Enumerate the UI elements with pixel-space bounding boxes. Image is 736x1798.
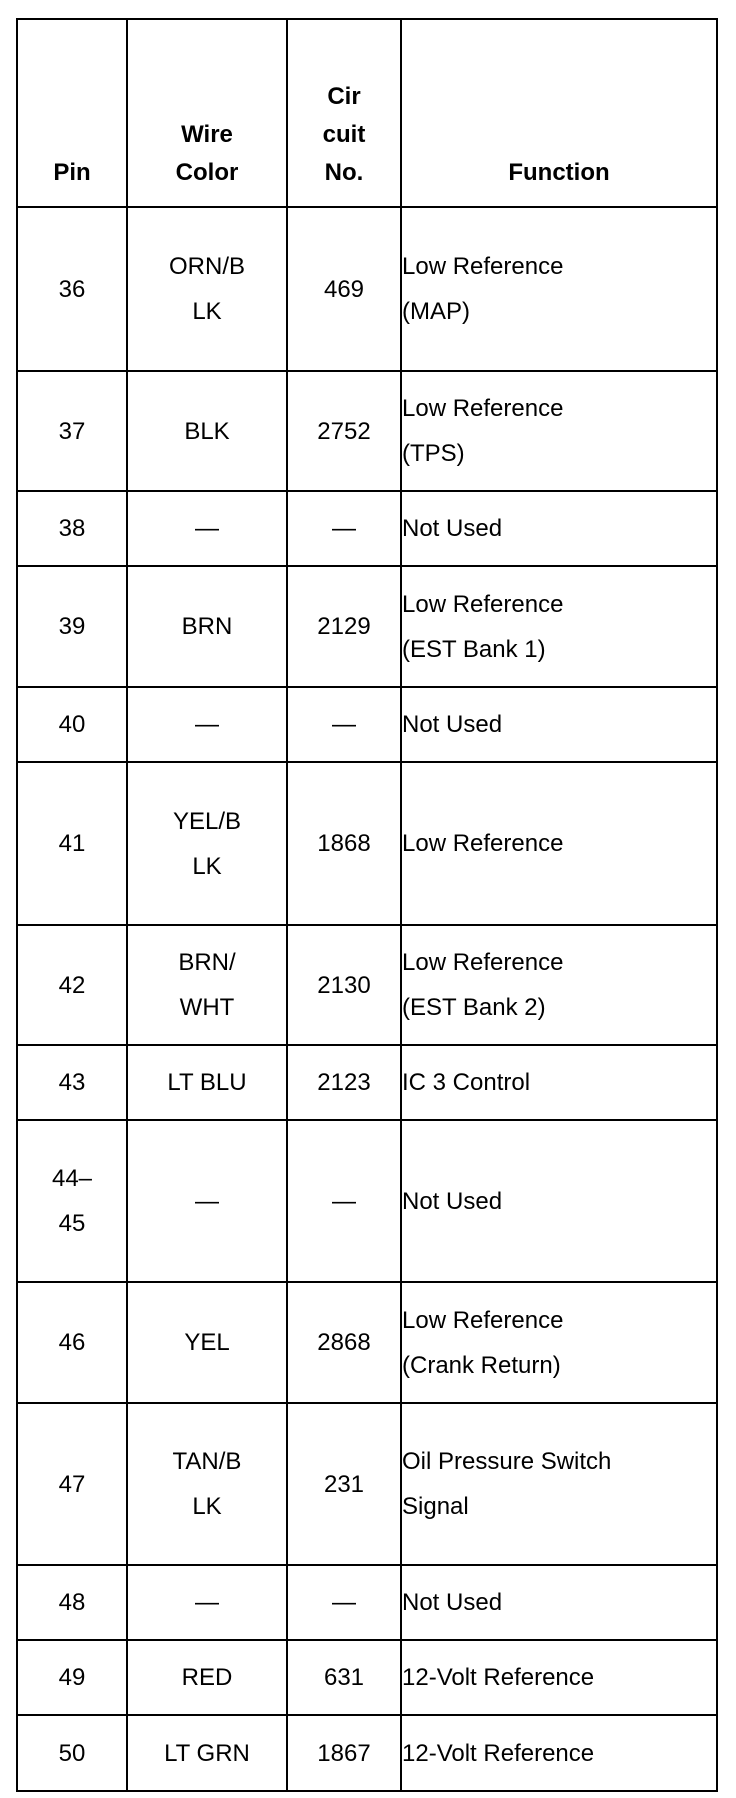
circuit-cell: —: [287, 491, 401, 566]
wire-color-cell: —: [127, 1120, 287, 1282]
table-row: [17, 1403, 717, 1565]
wire-color-cell: YEL/B LK: [127, 762, 287, 925]
function-cell: 12-Volt Reference: [401, 1715, 717, 1791]
pin-header: Pin: [17, 19, 127, 207]
function-cell: Low Reference (EST Bank 1): [401, 566, 717, 687]
function-cell: Oil Pressure Switch Signal: [401, 1403, 717, 1565]
wire-color-cell: YEL: [127, 1282, 287, 1403]
table-row: [17, 1715, 717, 1791]
wire-color-cell: BRN/ WHT: [127, 925, 287, 1045]
circuit-cell: —: [287, 687, 401, 762]
table-row: [17, 207, 717, 371]
wire-color-cell: LT GRN: [127, 1715, 287, 1791]
pin-cell: 50: [17, 1715, 127, 1791]
function-cell: Not Used: [401, 491, 717, 566]
circuit-cell: 1868: [287, 762, 401, 925]
table-row: [17, 925, 717, 1045]
function-cell: 12-Volt Reference: [401, 1640, 717, 1715]
wire-color-cell: ORN/B LK: [127, 207, 287, 371]
table-row: [17, 1282, 717, 1403]
circuit-cell: 231: [287, 1403, 401, 1565]
wire-color-cell: —: [127, 491, 287, 566]
pin-cell: 42: [17, 925, 127, 1045]
table-row: [17, 1120, 717, 1282]
table-row: [17, 1045, 717, 1120]
function-cell: Low Reference (MAP): [401, 207, 717, 371]
circuit-cell: 1867: [287, 1715, 401, 1791]
pin-cell: 36: [17, 207, 127, 371]
circuit-number-header: Cir cuit No.: [287, 19, 401, 207]
wire-color-cell: BLK: [127, 371, 287, 491]
circuit-cell: 2129: [287, 566, 401, 687]
pin-cell: 38: [17, 491, 127, 566]
table-row: [17, 1640, 717, 1715]
function-cell: Not Used: [401, 1565, 717, 1640]
connector-pinout-table: [16, 18, 718, 1792]
circuit-cell: —: [287, 1565, 401, 1640]
pin-cell: 39: [17, 566, 127, 687]
table-row: [17, 491, 717, 566]
pin-cell: 43: [17, 1045, 127, 1120]
table-row: [17, 762, 717, 925]
function-cell: Low Reference: [401, 762, 717, 925]
function-header: Function: [401, 19, 717, 207]
table-row: [17, 1565, 717, 1640]
wire-color-cell: LT BLU: [127, 1045, 287, 1120]
pin-cell: 47: [17, 1403, 127, 1565]
pin-cell: 46: [17, 1282, 127, 1403]
circuit-cell: 2130: [287, 925, 401, 1045]
wire-color-cell: —: [127, 1565, 287, 1640]
circuit-cell: 2868: [287, 1282, 401, 1403]
pin-cell: 49: [17, 1640, 127, 1715]
wire-color-cell: TAN/B LK: [127, 1403, 287, 1565]
function-cell: Low Reference (EST Bank 2): [401, 925, 717, 1045]
pin-cell: 41: [17, 762, 127, 925]
wire-color-cell: RED: [127, 1640, 287, 1715]
pin-cell: 48: [17, 1565, 127, 1640]
wire-color-cell: BRN: [127, 566, 287, 687]
header-row: [17, 19, 717, 207]
function-cell: Low Reference (TPS): [401, 371, 717, 491]
circuit-cell: —: [287, 1120, 401, 1282]
pin-cell: 37: [17, 371, 127, 491]
wire-color-cell: —: [127, 687, 287, 762]
circuit-cell: 469: [287, 207, 401, 371]
function-cell: IC 3 Control: [401, 1045, 717, 1120]
wire-color-header: Wire Color: [127, 19, 287, 207]
circuit-cell: 2123: [287, 1045, 401, 1120]
table-row: [17, 687, 717, 762]
table-row: [17, 371, 717, 491]
table-row: [17, 566, 717, 687]
pin-cell: 44– 45: [17, 1120, 127, 1282]
function-cell: Not Used: [401, 687, 717, 762]
pin-cell: 40: [17, 687, 127, 762]
circuit-cell: 2752: [287, 371, 401, 491]
function-cell: Low Reference (Crank Return): [401, 1282, 717, 1403]
circuit-cell: 631: [287, 1640, 401, 1715]
function-cell: Not Used: [401, 1120, 717, 1282]
